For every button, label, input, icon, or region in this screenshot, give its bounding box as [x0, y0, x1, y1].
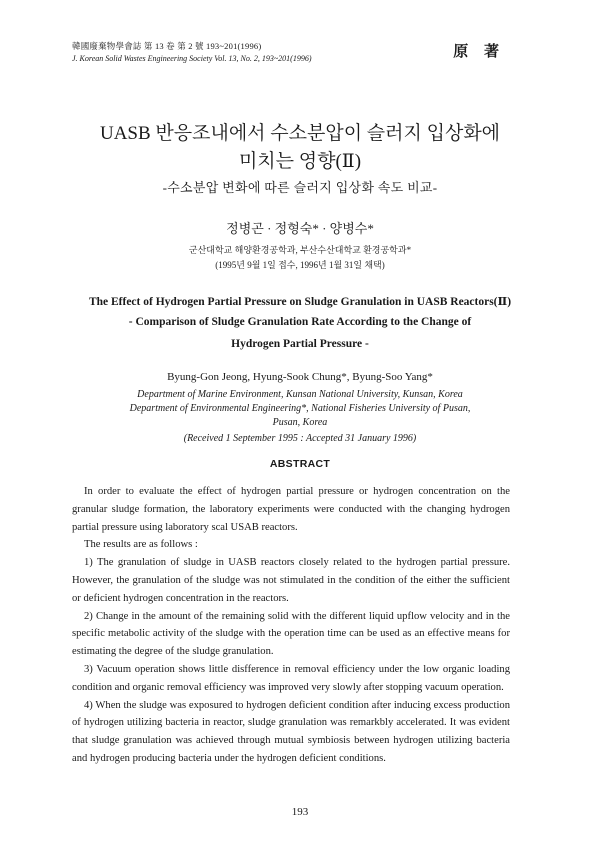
korean-affiliation: 군산대학교 해양환경공학과, 부산수산대학교 환경공학과*	[188, 245, 412, 255]
korean-subtitle: -수소분압 변화에 따른 슬러지 입상화 속도 비교-	[162, 180, 438, 195]
abstract-paragraph: In order to evaluate the effect of hydrogen partial pressure or hydrogen concentration on the granular sludge formation, the laboratory experiments were conducted with the changing hydrogen partial pressure using laboratory scal USAB reactors.	[72, 486, 510, 533]
journal-header-english: J. Korean Solid Wastes Engineering Society Vol. 13, No. 2, 193~201(1996)	[72, 54, 312, 63]
english-authors: Byung-Gon Jeong, Hyung-Sook Chung*, Byung-Soo Yang*	[167, 371, 433, 383]
abstract-heading: ABSTRACT	[269, 458, 331, 470]
abstract-paragraph: 4) When the sludge was exposured to hydrogen deficient condition after inducing excess production of hydrogen utilizing bacteria in reactor, sludge granulation was remarkbly accelerated. It was evident that sludge granulation was achieved through mutual symbiosis between hydrogen utilizing bacteria and hydrogen producing bacteria under the hydrogen deficient conditions.	[72, 699, 510, 764]
korean-authors: 정병곤 · 정형숙* · 양병수*	[226, 221, 374, 236]
page-number: 193	[291, 806, 309, 818]
english-affiliation-line-1: Department of Marine Environment, Kunsan National University, Kunsan, Korea	[137, 389, 463, 400]
abstract-paragraph: The results are as follows :	[84, 539, 198, 551]
english-title-line-2: - Comparison of Sludge Granulation Rate According to the Change of	[128, 316, 472, 328]
abstract-paragraph: 1) The granulation of sludge in UASB reactors closely related to the hydrogen partial pressure. However, the granulation of the sludge was not stimulated in the condition of the either the sufficient or deficient hydrogen concentration in the reactors.	[72, 557, 510, 604]
journal-header-korean: 韓國廢棄物學會誌 第 13 卷 第 2 號 193~201(1996)	[72, 41, 262, 51]
korean-title-line-1: UASB 반응조내에서 수소분압이 슬러지 입상화에	[99, 123, 501, 144]
korean-title-line-2: 미치는 영향(Ⅱ)	[238, 151, 362, 172]
english-affiliation-line-2: Department of Environmental Engineering*, National Fisheries University of Pusan,	[129, 403, 471, 414]
abstract-paragraph: 3) Vacuum operation shows little disfference in removal efficiency under the low organic loading condition and organic removal efficiency was improved very slowly after stopping vacuum operation.	[72, 663, 510, 693]
english-affiliation-line-3: Pusan, Korea	[272, 417, 328, 428]
english-title-line-3: Hydrogen Partial Pressure -	[231, 338, 369, 350]
abstract-body	[72, 483, 510, 768]
english-dates: (Received 1 September 1995 : Accepted 31 January 1996)	[183, 433, 417, 444]
korean-dates: (1995년 9월 1일 접수, 1996년 1월 31일 채택)	[215, 260, 385, 270]
english-title-line-1: The Effect of Hydrogen Partial Pressure on Sludge Granulation in UASB Reactors(Ⅱ)	[88, 296, 512, 308]
article-type-badge: 原 著	[453, 44, 505, 60]
abstract-paragraph: 2) Change in the amount of the remaining solid with the different liquid upflow velocity and in the specific metabolic activity of the sludge with the operation time can be used as an effective means for estimating the degree of the sludge granulation.	[72, 610, 510, 658]
